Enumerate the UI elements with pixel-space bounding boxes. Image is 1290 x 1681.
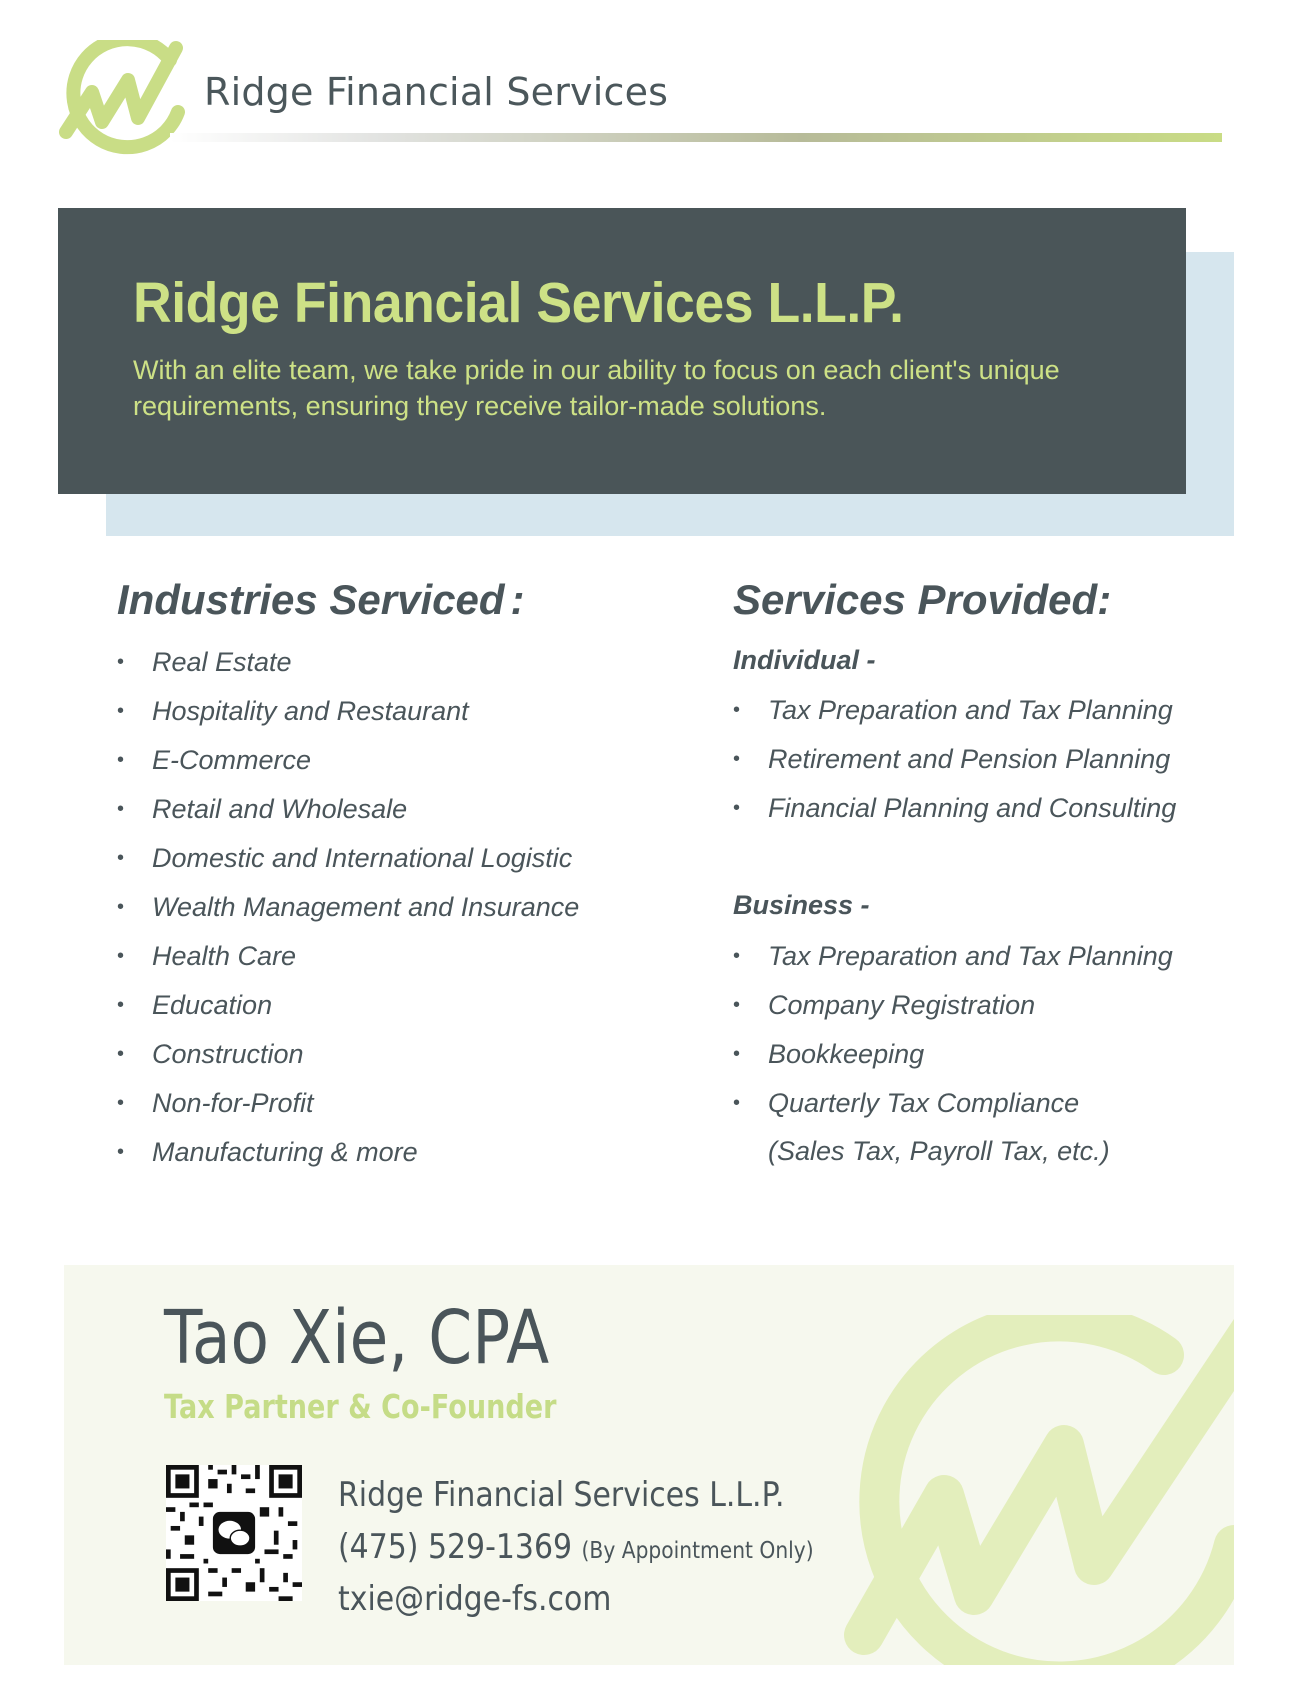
individual-heading: Individual - (733, 645, 876, 675)
services-heading: Services Provided: (733, 576, 1112, 623)
contact-email[interactable]: txie@ridge-fs.com (338, 1579, 612, 1619)
contact-company: Ridge Financial Services L.L.P. (338, 1475, 785, 1515)
business-services-note: (Sales Tax, Payroll Tax, etc.) (768, 1136, 1110, 1166)
header-brand: Ridge Financial Services (204, 70, 669, 114)
contact-phone-line (338, 1527, 814, 1567)
industries-heading: Industries Serviced : (117, 576, 525, 623)
industries-heading-colon: : (510, 576, 525, 623)
contact-name: Tao Xie, CPA (164, 1295, 550, 1381)
business-heading: Business - (733, 890, 870, 920)
contact-phone-note: (By Appointment Only) (581, 1538, 814, 1564)
hero-title: Ridge Financial Services L.L.P. (133, 271, 904, 335)
contact-role: Tax Partner & Co-Founder (164, 1387, 557, 1426)
wechat-qr-code (166, 1465, 302, 1601)
header-divider (170, 133, 1222, 142)
contact-card (64, 1265, 1234, 1665)
ridge-logo-watermark-icon (834, 1315, 1234, 1665)
contact-phone: (475) 529-1369 (338, 1527, 573, 1567)
hero-banner (58, 208, 1186, 494)
hero-description: With an elite team, we take pride in our ability to focus on each client's unique requirements, ensuring they receive tailor-made solutions. (133, 355, 1060, 421)
